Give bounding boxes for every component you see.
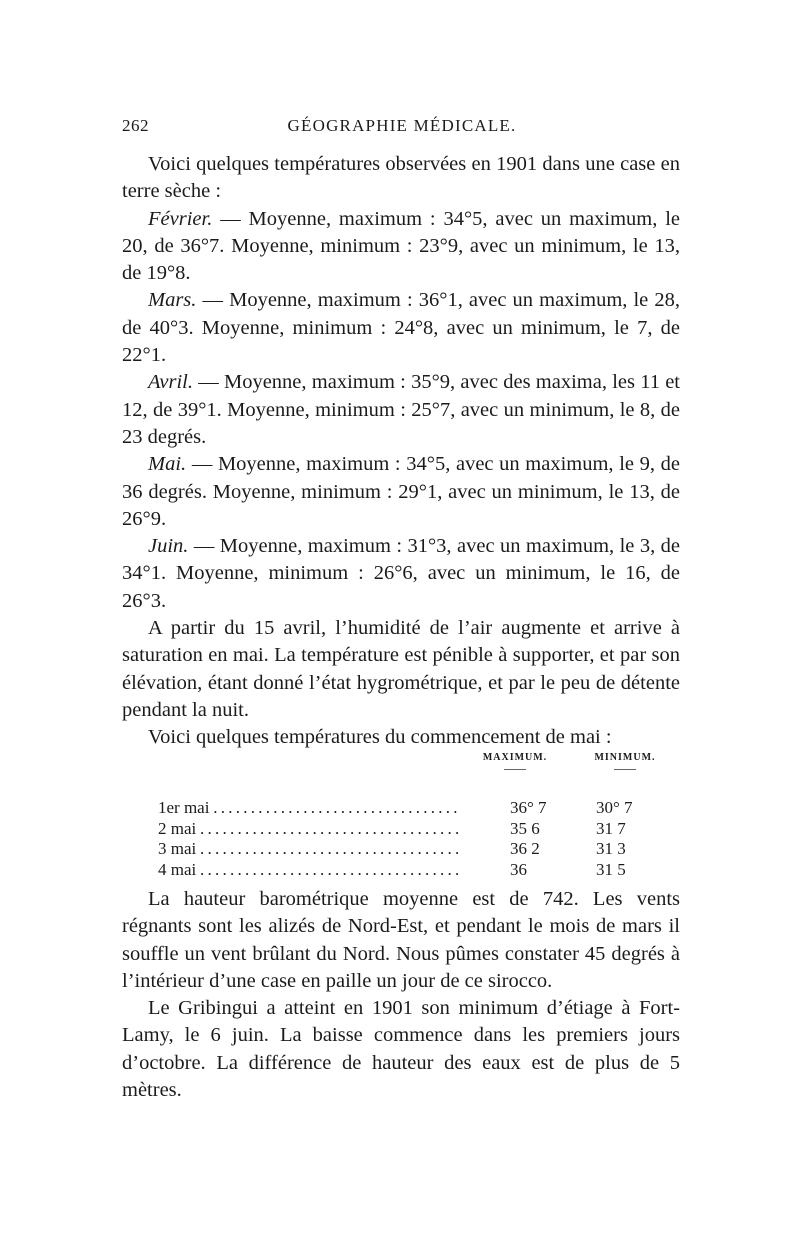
barometer-paragraph: La hauteur barométrique moyenne est de 742. Les vents régnants sont les alizés de Nord-Est, et pendant le mois de mars il souffle un vent brûlant du Nord. Nous pûmes constater 45 degrés à l’intérieur d’une case en paille un jour de ce sirocco.	[122, 888, 680, 992]
row-label: 2 mai . . .	[158, 819, 458, 840]
page-number: 262	[122, 116, 149, 135]
row-maximum: 36° 7	[510, 798, 547, 817]
main-text	[122, 151, 680, 752]
column-header-maximum	[470, 752, 560, 770]
month-text: — Moyenne, maximum : 34°5, avec un maximum, le 20, de 36°7. Moyenne, minimum : 23°9, avec un minimum, le 13, de 19°8.	[122, 207, 680, 285]
month-text: — Moyenne, maximum : 35°9, avec des maxima, les 11 et 12, de 39°1. Moyenne, minimum : 25°7, avec un minimum, le 8, de 23 degrés.	[122, 371, 680, 448]
header-dash	[504, 769, 526, 770]
column-header-maximum-label: MAXIMUM.	[482, 752, 548, 763]
row-maximum: 36	[510, 859, 527, 879]
row-minimum: 31 3	[596, 839, 626, 858]
row-maximum: 35 6	[510, 818, 540, 838]
month-name: Mai.	[148, 453, 187, 476]
intro-paragraph: Voici quelques températures observées en 1901 dans une case en terre sèche :	[122, 153, 680, 203]
month-name: Juin.	[148, 535, 189, 558]
row-minimum: 31 5	[596, 859, 626, 879]
gribingui-paragraph: Le Gribingui a atteint en 1901 son minimum d’étiage à Fort-Lamy, le 6 juin. La baisse commence dans les premiers jours d’octobre. La différence de hauteur des eaux est de plus de 5 mètres.	[122, 997, 680, 1102]
page-header	[122, 116, 682, 140]
column-header-minimum-label: MINIMUM.	[594, 752, 656, 763]
row-maximum: 36 2	[510, 839, 540, 858]
table-row	[158, 839, 680, 860]
month-entry-mai	[122, 451, 680, 533]
month-entry-mars	[122, 287, 680, 369]
month-text: — Moyenne, maximum : 36°1, avec un maximum, le 28, de 40°3. Moyenne, minimum : 24°8, avec un minimum, le 7, de 22°1.	[122, 289, 680, 367]
month-entry-juin	[122, 533, 680, 615]
table-row	[158, 819, 680, 840]
month-entry-avril	[122, 369, 680, 451]
table-row	[158, 860, 680, 881]
month-text: — Moyenne, maximum : 34°5, avec un maximum, le 9, de 36 degrés. Moyenne, minimum : 29°1, avec un minimum, le 13, de 26°9.	[122, 453, 681, 530]
may-intro-paragraph: Voici quelques températures du commencement de mai :	[148, 726, 612, 749]
temperature-table	[158, 752, 680, 880]
row-label: 4 mai . . .	[158, 860, 458, 881]
header-dash	[614, 769, 636, 770]
row-minimum: 30° 7	[596, 798, 633, 817]
row-label: 1er mai . . .	[158, 798, 458, 819]
column-header-minimum	[580, 752, 670, 770]
running-title: GÉOGRAPHIE MÉDICALE.	[287, 116, 517, 135]
month-entry-fevrier	[122, 206, 680, 288]
row-label: 3 mai . . .	[158, 839, 458, 860]
lower-text	[122, 886, 680, 1104]
row-minimum: 31 7	[596, 818, 626, 838]
table-header	[158, 752, 680, 798]
month-name: Février.	[148, 207, 213, 230]
month-text: — Moyenne, maximum : 31°3, avec un maximum, le 3, de 34°1. Moyenne, minimum : 26°6, avec un minimum, le 16, de 26°3.	[122, 535, 680, 612]
table-row	[158, 798, 680, 819]
humidity-paragraph: A partir du 15 avril, l’humidité de l’air augmente et arrive à saturation en mai. La température est pénible à supporter, et par son élévation, étant donné l’état hygrométrique, et par le peu de détente pendant la nuit.	[122, 617, 680, 721]
month-name: Mars.	[148, 289, 197, 312]
month-name: Avril.	[148, 371, 193, 394]
